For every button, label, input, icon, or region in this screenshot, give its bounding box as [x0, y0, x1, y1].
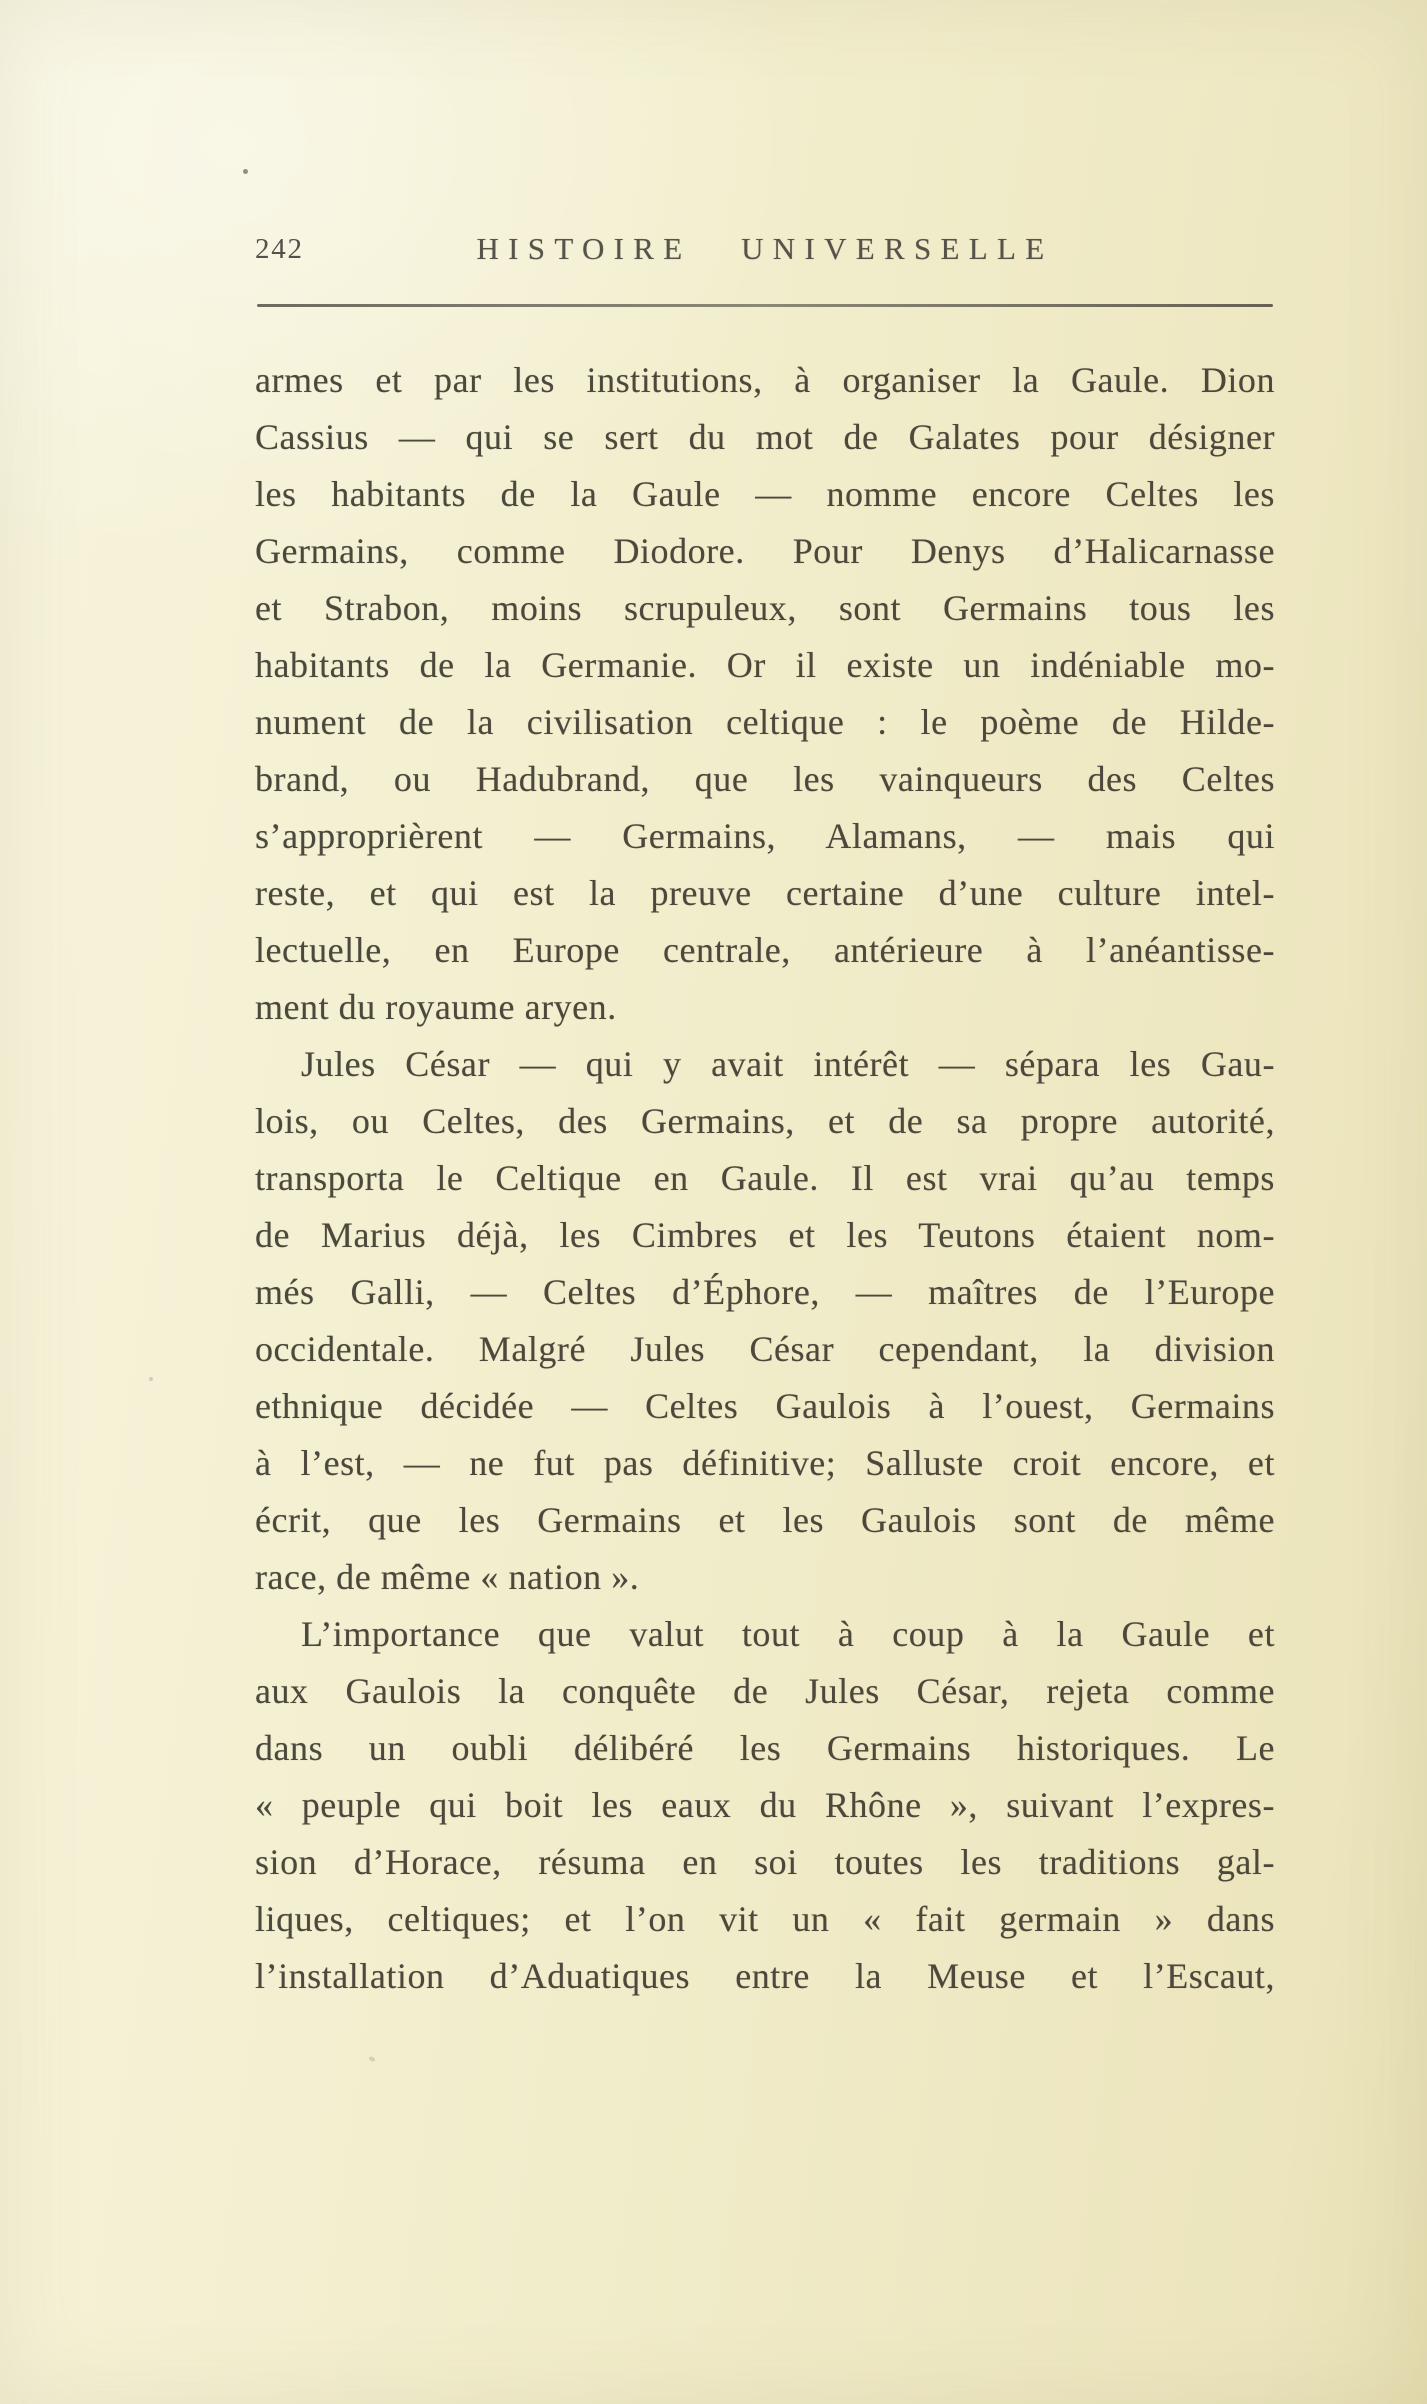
text-line: écrit, que les Germains et les Gaulois sont de même [255, 1500, 1275, 1540]
text-line: ethnique décidée — Celtes Gaulois à l’ouest, Germains [255, 1386, 1275, 1426]
text-line: Germains, comme Diodore. Pour Denys d’Halicarnasse [255, 531, 1275, 571]
header-rule [257, 304, 1273, 307]
text-line: ment du royaume aryen. [255, 987, 617, 1027]
text-line: reste, et qui est la preuve certaine d’une culture intel- [255, 873, 1275, 913]
text-line: lectuelle, en Europe centrale, antérieure à l’anéantisse- [255, 930, 1275, 970]
running-title: HISTOIRE UNIVERSELLE [476, 231, 1054, 266]
paper-speck [243, 169, 248, 174]
text-line: transporta le Celtique en Gaule. Il est vrai qu’au temps [255, 1158, 1275, 1198]
page-header [255, 228, 1275, 270]
text-line: liques, celtiques; et l’on vit un « fait germain » dans [255, 1899, 1275, 1939]
text-line: habitants de la Germanie. Or il existe un indéniable mo- [255, 645, 1275, 685]
text-line: à l’est, — ne fut pas définitive; Salluste croit encore, et [255, 1443, 1275, 1483]
text-line: et Strabon, moins scrupuleux, sont Germains tous les [255, 588, 1275, 628]
text-line: nument de la civilisation celtique : le poème de Hilde- [255, 702, 1275, 742]
page-text [255, 352, 1275, 2005]
text-line: les habitants de la Gaule — nomme encore Celtes les [255, 474, 1275, 514]
text-line: L’importance que valut tout à coup à la Gaule et [301, 1614, 1275, 1654]
text-line: aux Gaulois la conquête de Jules César, rejeta comme [255, 1671, 1275, 1711]
text-line: « peuple qui boit les eaux du Rhône », suivant l’expres- [255, 1785, 1275, 1825]
text-line: race, de même « nation ». [255, 1557, 640, 1597]
text-line: lois, ou Celtes, des Germains, et de sa propre autorité, [255, 1101, 1275, 1141]
text-line: Cassius — qui se sert du mot de Galates pour désigner [255, 417, 1275, 457]
page-number: 242 [255, 233, 304, 265]
text-line: més Galli, — Celtes d’Éphore, — maîtres de l’Europe [255, 1272, 1275, 1312]
text-line: sion d’Horace, résuma en soi toutes les traditions gal- [255, 1842, 1275, 1882]
text-line: occidentale. Malgré Jules César cependant, la division [255, 1329, 1275, 1369]
text-line: brand, ou Hadubrand, que les vainqueurs des Celtes [255, 759, 1275, 799]
text-line: s’approprièrent — Germains, Alamans, — mais qui [255, 816, 1275, 856]
text-line: armes et par les institutions, à organiser la Gaule. Dion [255, 360, 1275, 400]
text-line: Jules César — qui y avait intérêt — sépara les Gau- [301, 1044, 1275, 1084]
paper-speck [368, 2056, 375, 2062]
text-line: de Marius déjà, les Cimbres et les Teutons étaient nom- [255, 1215, 1275, 1255]
text-line: dans un oubli délibéré les Germains historiques. Le [255, 1728, 1275, 1768]
text-line: l’installation d’Aduatiques entre la Meuse et l’Escaut, [255, 1956, 1275, 1996]
paper-speck [149, 1377, 153, 1381]
